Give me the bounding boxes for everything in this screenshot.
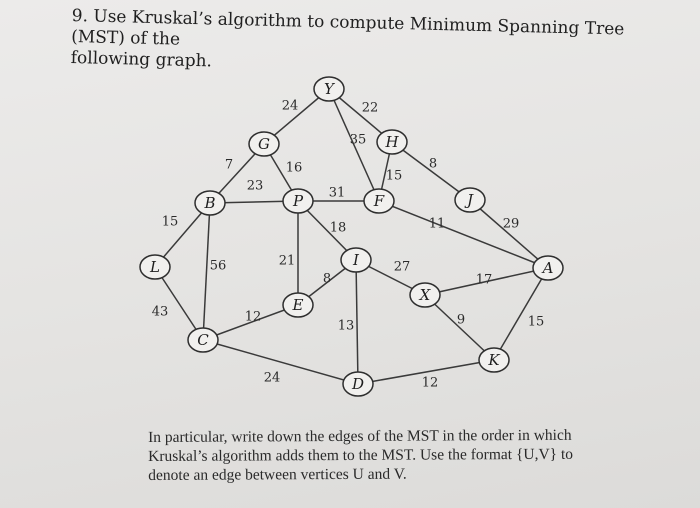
instruction-line-2: Kruskal’s algorithm adds them to the MST. Use the format {U,V} to [148,445,574,465]
edge-weight-g-b: 7 [224,157,234,173]
edge-i-d [356,260,358,384]
edge-weight-l-c: 43 [151,304,169,320]
edge-weight-h-j: 8 [428,156,438,172]
edge-weight-i-e: 8 [322,271,332,287]
node-label-a: A [542,259,554,277]
node-f [364,189,394,213]
node-c [188,328,218,352]
edge-weight-x-a: 17 [475,272,493,288]
node-b [195,191,225,215]
node-label-d: D [351,375,365,393]
instruction-line-3: denote an edge between vertices U and V. [148,465,407,484]
node-d [343,372,373,396]
edge-weight-p-f: 31 [328,185,346,201]
edge-weight-c-e: 12 [244,309,262,325]
node-label-g: G [258,135,270,153]
node-label-j: J [466,191,474,209]
node-g [249,132,279,156]
node-x [410,283,440,307]
edge-weight-b-c: 56 [209,258,227,274]
node-e [283,293,313,317]
edge-weight-g-p: 16 [285,160,303,176]
edge-weight-f-a: 11 [428,216,446,232]
node-label-p: P [292,192,304,210]
edge-x-k [425,295,494,360]
edge-weight-h-f: 15 [385,168,403,184]
node-label-y: Y [324,80,334,98]
node-label-k: K [488,351,500,369]
node-y [314,77,344,101]
edge-weight-y-h: 22 [361,100,379,116]
edge-weight-x-k: 9 [456,312,466,328]
edge-c-d [203,340,358,384]
node-label-b: B [204,194,216,212]
node-p [283,189,313,213]
node-label-e: E [292,296,304,314]
node-h [377,130,407,154]
node-i [341,248,371,272]
question-line-1: 9. Use Kruskal’s algorithm to compute Minimum Spanning Tree (MST) of the [70,6,625,50]
node-label-l: L [150,258,160,276]
node-label-c: C [197,331,209,349]
node-a [533,256,563,280]
edge-weight-p-i: 18 [329,220,347,236]
node-label-i: I [353,251,359,269]
instruction-text [148,426,618,485]
node-label-h: H [385,133,399,151]
node-j [455,188,485,212]
edge-weight-c-d: 24 [263,370,281,386]
edge-weight-j-a: 29 [502,216,520,232]
edge-weight-p-e: 21 [278,253,296,269]
edge-j-a [470,200,548,268]
edge-weight-k-d: 12 [421,375,439,391]
edge-weight-y-f: 35 [349,132,367,148]
edge-weight-b-l: 15 [161,214,179,230]
instruction-line-1: In particular, write down the edges of the MST in the order in which [148,426,572,446]
node-label-f: F [373,192,385,210]
node-k [479,348,509,372]
question-line-2: following graph. [70,47,213,72]
node-l [140,255,170,279]
node-label-x: X [419,286,431,304]
edge-weight-b-p: 23 [246,178,264,194]
edge-weight-a-k: 15 [527,314,545,330]
edge-weight-i-x: 27 [393,259,411,275]
edge-weight-g-y: 24 [281,98,299,114]
edge-weight-i-d: 13 [337,318,355,334]
